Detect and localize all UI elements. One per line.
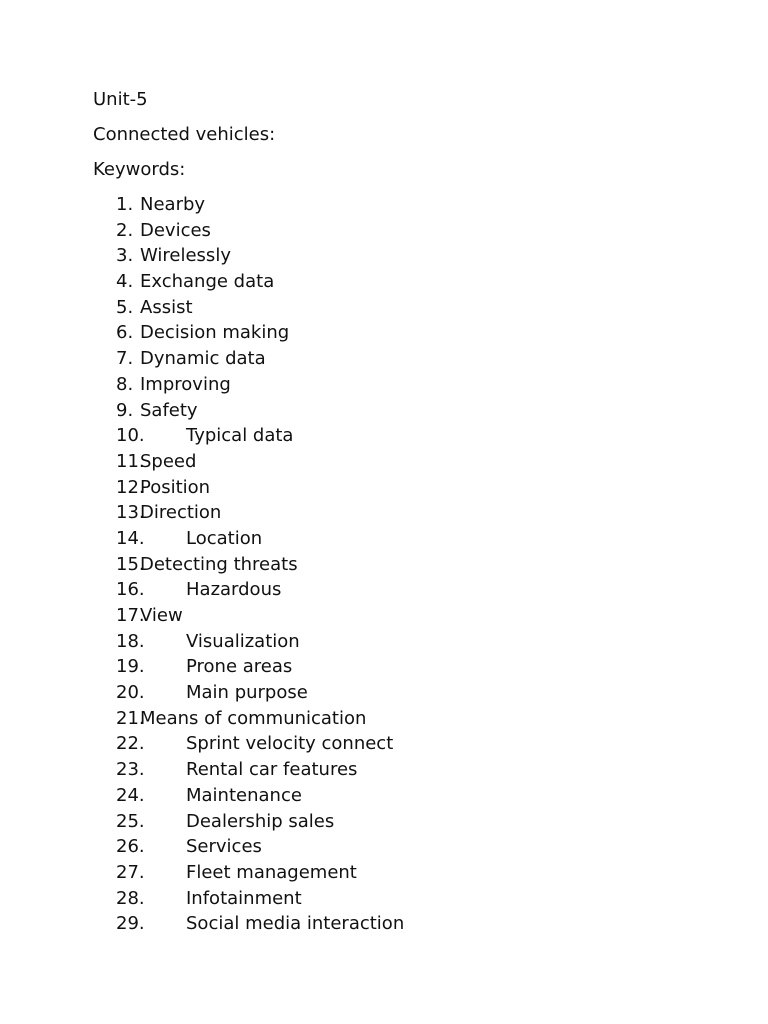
keyword-list-item bbox=[0, 245, 768, 271]
keyword-number: 13. bbox=[116, 502, 145, 524]
keyword-list-item bbox=[0, 374, 768, 400]
keyword-list-item bbox=[0, 528, 768, 554]
keyword-list-item bbox=[0, 733, 768, 759]
keyword-list-item bbox=[0, 913, 768, 939]
keyword-list-item bbox=[0, 194, 768, 220]
keyword-number: 27. bbox=[116, 861, 145, 883]
keyword-list-item bbox=[0, 348, 768, 374]
keyword-number: 9. bbox=[116, 399, 134, 421]
keyword-number: 20. bbox=[116, 682, 145, 704]
keyword-list-item bbox=[0, 836, 768, 862]
keyword-text: Maintenance bbox=[186, 784, 302, 806]
keyword-list-item bbox=[0, 708, 768, 734]
keyword-list-item bbox=[0, 425, 768, 451]
keyword-number: 8. bbox=[116, 373, 134, 395]
keyword-text: Location bbox=[186, 527, 263, 549]
keyword-number: 4. bbox=[116, 271, 134, 293]
keyword-number: 2. bbox=[116, 219, 134, 241]
keyword-number: 26. bbox=[116, 836, 145, 858]
keyword-text: Nearby bbox=[140, 194, 206, 215]
keyword-text: Dealership sales bbox=[186, 810, 335, 832]
keyword-number: 29. bbox=[116, 913, 145, 935]
keyword-list-item bbox=[0, 631, 768, 657]
keyword-number: 23. bbox=[116, 759, 145, 781]
keyword-number: 19. bbox=[116, 656, 145, 678]
keywords-list bbox=[0, 194, 768, 939]
keyword-text: Direction bbox=[140, 502, 222, 524]
keyword-text: Main purpose bbox=[186, 682, 308, 704]
keyword-number: 7. bbox=[116, 348, 134, 370]
keyword-text: View bbox=[140, 605, 183, 626]
keyword-text: Assist bbox=[140, 296, 193, 318]
keyword-list-item bbox=[0, 322, 768, 348]
keyword-list-item bbox=[0, 400, 768, 426]
keyword-list-item bbox=[0, 451, 768, 477]
section-heading: Connected vehicles: bbox=[93, 124, 276, 145]
keyword-text: Safety bbox=[140, 399, 198, 421]
keyword-text: Decision making bbox=[140, 322, 290, 344]
keyword-list-item bbox=[0, 554, 768, 580]
keyword-list-item bbox=[0, 656, 768, 682]
keyword-list-item bbox=[0, 220, 768, 246]
keyword-text: Detecting threats bbox=[140, 553, 298, 575]
keyword-text: Hazardous bbox=[186, 579, 282, 601]
keyword-list-item bbox=[0, 682, 768, 708]
keyword-list-item bbox=[0, 811, 768, 837]
keyword-list-item bbox=[0, 759, 768, 785]
keyword-text: Position bbox=[140, 476, 211, 498]
keyword-text: Rental car features bbox=[186, 759, 358, 781]
keyword-number: 3. bbox=[116, 245, 134, 267]
keyword-number: 1. bbox=[116, 194, 134, 215]
keyword-text: Visualization bbox=[186, 630, 300, 652]
keyword-text: Fleet management bbox=[186, 861, 357, 883]
keyword-list-item bbox=[0, 579, 768, 605]
keyword-number: 11. bbox=[116, 450, 145, 472]
keyword-number: 6. bbox=[116, 322, 134, 344]
keyword-text: Devices bbox=[140, 219, 211, 241]
document-title: Unit-5 bbox=[93, 89, 148, 110]
keyword-text: Improving bbox=[140, 373, 231, 395]
keyword-number: 16. bbox=[116, 579, 145, 601]
keyword-text: Wirelessly bbox=[140, 245, 231, 267]
keyword-number: 17. bbox=[116, 605, 145, 626]
keyword-list-item bbox=[0, 297, 768, 323]
keyword-number: 12. bbox=[116, 476, 145, 498]
keyword-number: 22. bbox=[116, 733, 145, 755]
keyword-number: 28. bbox=[116, 887, 145, 909]
keyword-text: Dynamic data bbox=[140, 348, 266, 370]
keyword-number: 14. bbox=[116, 527, 145, 549]
keyword-number: 18. bbox=[116, 630, 145, 652]
keyword-list-item bbox=[0, 477, 768, 503]
keyword-text: Infotainment bbox=[186, 887, 302, 909]
keyword-text: Sprint velocity connect bbox=[186, 733, 394, 755]
keyword-number: 10. bbox=[116, 425, 145, 447]
keyword-number: 15. bbox=[116, 553, 145, 575]
keyword-list-item bbox=[0, 605, 768, 631]
keyword-number: 25. bbox=[116, 810, 145, 832]
keyword-number: 5. bbox=[116, 296, 134, 318]
keyword-text: Prone areas bbox=[186, 656, 293, 678]
keyword-list-item bbox=[0, 271, 768, 297]
keyword-list-item bbox=[0, 888, 768, 914]
keyword-list-item bbox=[0, 785, 768, 811]
keyword-list-item bbox=[0, 502, 768, 528]
keyword-text: Social media interaction bbox=[186, 913, 405, 935]
keyword-text: Exchange data bbox=[140, 271, 275, 293]
keyword-number: 21. bbox=[116, 707, 145, 729]
keyword-text: Means of communication bbox=[140, 707, 367, 729]
keyword-text: Services bbox=[186, 836, 262, 858]
keyword-text: Speed bbox=[140, 450, 197, 472]
keyword-number: 24. bbox=[116, 784, 145, 806]
keyword-text: Typical data bbox=[186, 425, 294, 447]
keyword-list-item bbox=[0, 862, 768, 888]
keywords-label: Keywords: bbox=[93, 159, 186, 180]
